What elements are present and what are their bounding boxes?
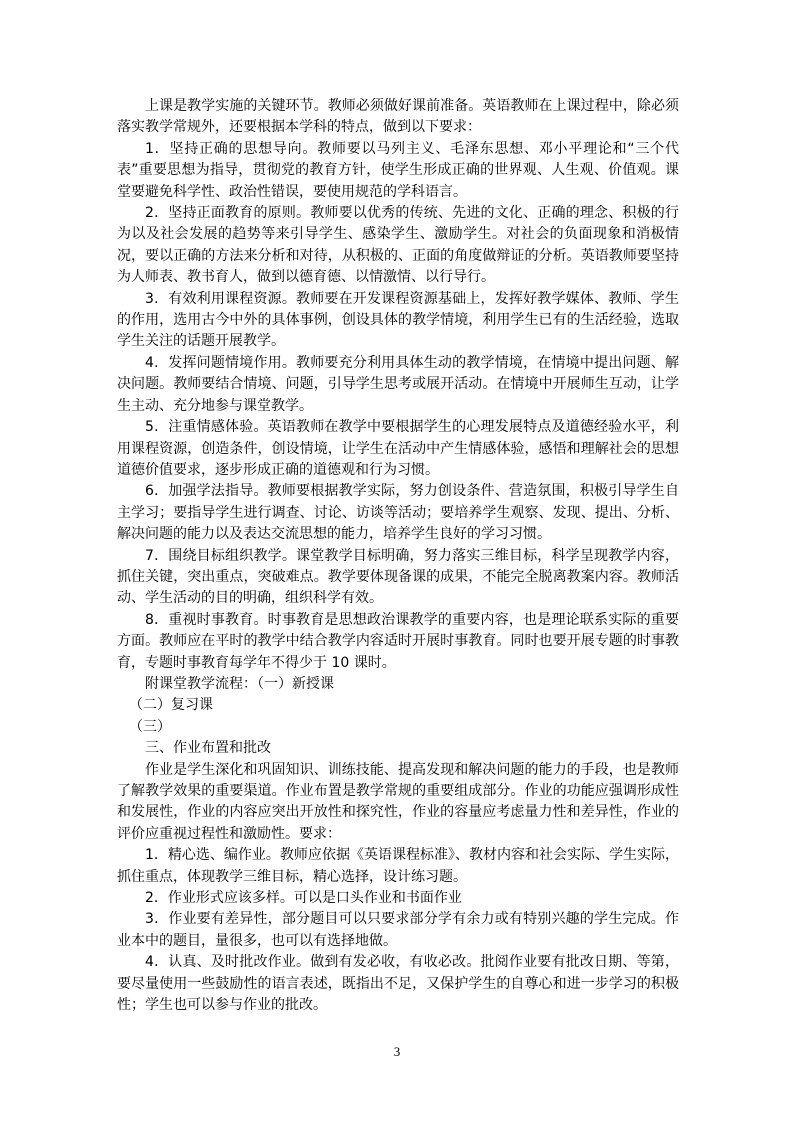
paragraph-homework-2: 2．作业形式应该多样。可以是口头作业和书面作业 <box>145 890 462 907</box>
paragraph-item-5: 5．注重情感体验。英语教师在教学中要根据学生的心理发展特点及道德经验水平，利用课程资源，创造条件，创设情境，让学生在活动中产生情感体验，感悟和理解社会的思想道德价值要求，逐步形成正确的道德观和行为习惯。 <box>117 419 679 478</box>
third-item-line: （三） <box>129 718 171 735</box>
review-class-line: （二）复习课 <box>129 697 213 714</box>
paragraph-item-8: 8．重视时事教育。时事教育是思想政治课教学的重要内容，也是理论联系实际的重要方面。教师应在平时的教学中结合教学内容适时开展时事教育。同时也要开展专题的时事教育，专题时事教育每学年不得少于 10 课时。 <box>117 611 679 671</box>
paragraph-item-7: 7．围绕目标组织教学。课堂教学目标明确，努力落实三维目标，科学呈现教学内容，抓住关键，突出重点，突破难点。教学要体现备课的成果，不能完全脱离教案内容。教师活动、学生活动的目的明确，组织科学有效。 <box>117 547 679 607</box>
document-body <box>117 96 679 1016</box>
paragraph-item-3: 3．有效利用课程资源。教师要在开发课程资源基础上，发挥好教学媒体、教师、学生的作用，选用古今中外的具体事例，创设具体的教学情境，利用学生已有的生活经验，选取学生关注的话题开展教学。 <box>117 290 679 350</box>
paragraph-homework-3: 3．作业要有差异性，部分题目可以只要求部分学有余力或有特别兴趣的学生完成。作业本中的题目，量很多，也可以有选择地做。 <box>117 911 679 949</box>
paragraph-intro: 上课是教学实施的关键环节。教师必须做好课前准备。英语教师在上课过程中，除必须落实教学常规外，还要根据本学科的特点，做到以下要求： <box>117 98 679 136</box>
paragraph-item-2: 2．坚持正面教育的原则。教师要以优秀的传统、先进的文化、正确的理念、积极的行为以及社会发展的趋势等来引导学生、感染学生、激励学生。对社会的负面现象和消极情况，要以正确的方法来分析和对待，从积极的、正面的角度做辩证的分析。英语教师要坚持为人师表、教书育人，做到以德育德、以情激情、以行导行。 <box>117 205 679 286</box>
page-number: 3 <box>393 1044 401 1059</box>
paragraph-homework-intro: 作业是学生深化和巩固知识、训练技能、提高发现和解决问题的能力的手段，也是教师了解教学效果的重要渠道。作业布置是教学常规的重要组成部分。作业的功能应强调形成性和发展性，作业的内容应突出开放性和探究性，作业的容量应考虑量力性和差异性，作业的评价应重视过程性和激励性。要求： <box>117 761 679 842</box>
section-heading: 三、作业布置和批改 <box>145 740 271 757</box>
paragraph-homework-1: 1．精心选、编作业。教师应依据《英语课程标准》、教材内容和社会实际、学生实际，抓住重点，体现教学三维目标，精心选择，设计练习题。 <box>117 847 679 885</box>
paragraph-item-4: 4．发挥问题情境作用。教师要充分利用具体生动的教学情境，在情境中提出问题、解决问题。教师要结合情境、问题，引导学生思考或展开活动。在情境中开展师生互动，让学生主动、充分地参与课堂教学。 <box>117 354 679 414</box>
paragraph-homework-4: 4．认真、及时批改作业。做到有发必收，有收必改。批阅作业要有批改日期、等第，要尽量使用一些鼓励性的语言表述，既指出不足，又保护学生的自尊心和进一步学习的积极性；学生也可以参与作业的批改。 <box>117 954 679 1014</box>
teaching-flow-line: 附课堂教学流程：（一）新授课 <box>145 675 334 692</box>
paragraph-item-6: 6．加强学法指导。教师要根据教学实际，努力创设条件、营造氛围，积极引导学生自主学习；要指导学生进行调查、讨论、访谈等活动；要培养学生观察、发现、提出、分析、解决问题的能力以及表达交流思想的能力，培养学生良好的学习习惯。 <box>117 483 679 543</box>
paragraph-item-1: 1．坚持正确的思想导向。教师要以马列主义、毛泽东思想、邓小平理论和“三个代表”重要思想为指导，贯彻党的教育方针，使学生形成正确的世界观、人生观、价值观。课堂要避免科学性、政治性错误，要使用规范的学科语言。 <box>117 140 679 200</box>
